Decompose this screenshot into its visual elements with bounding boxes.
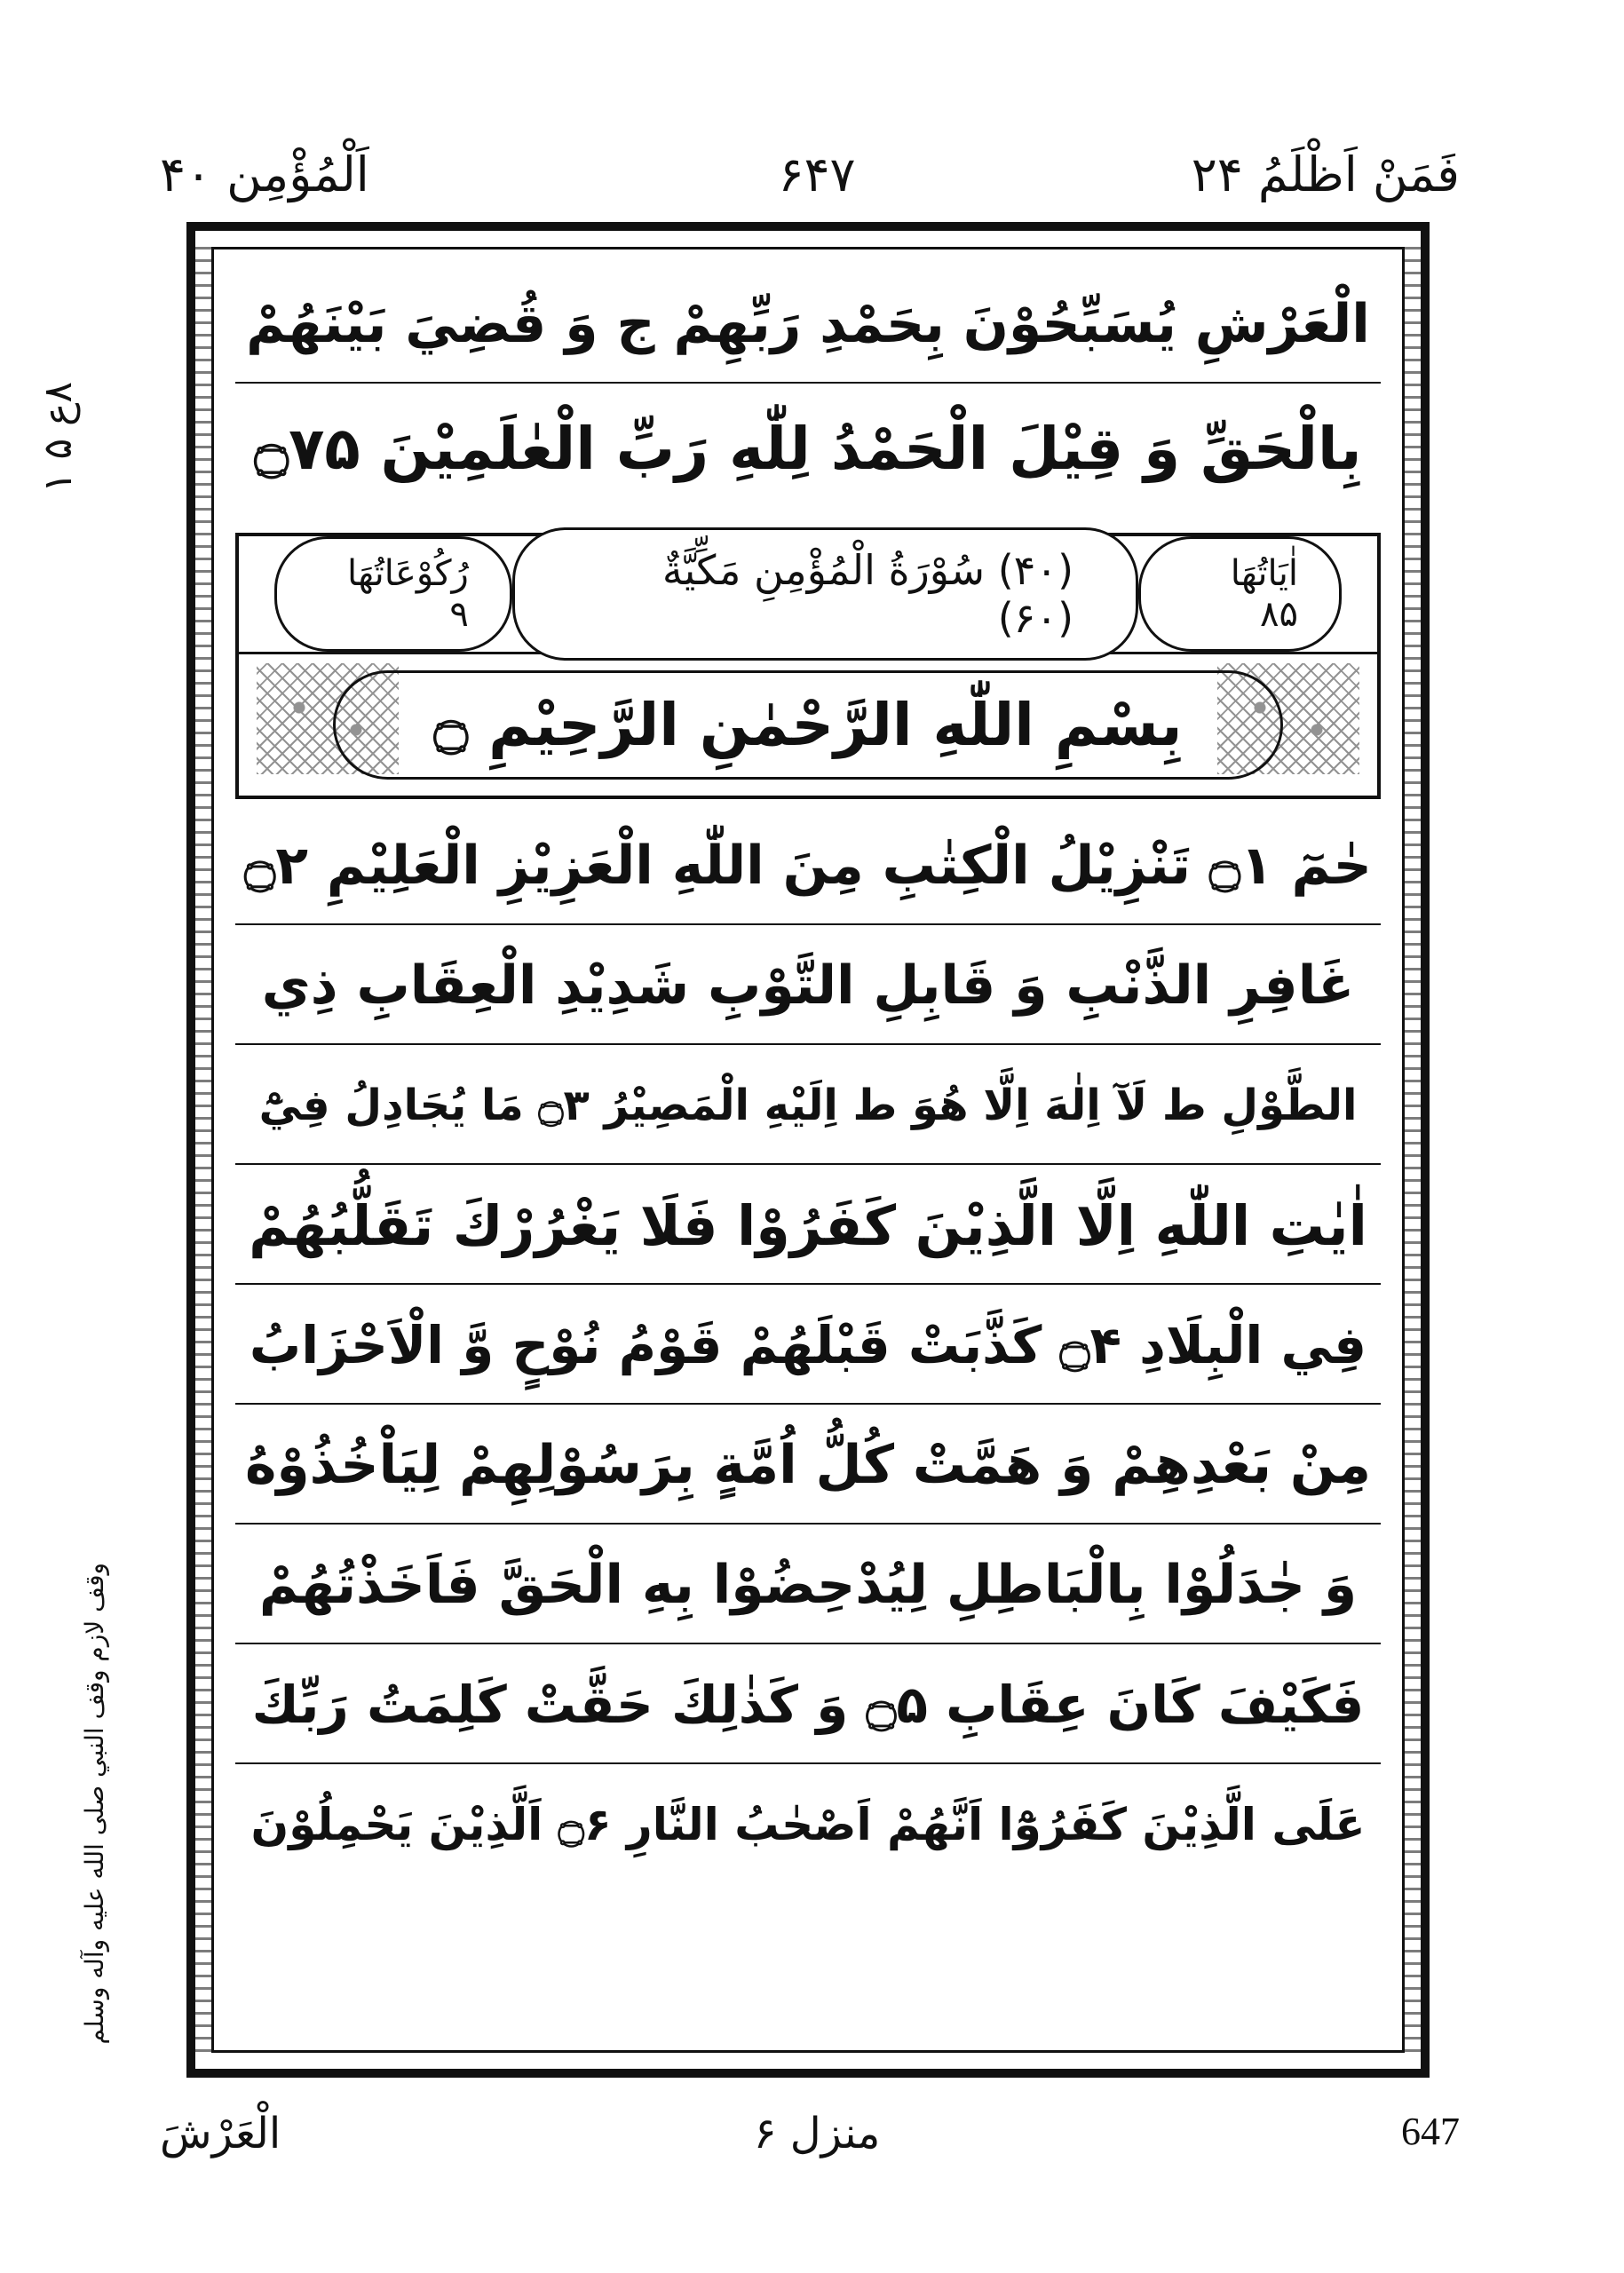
page-frame bbox=[186, 222, 1430, 2078]
verse-line: غَافِرِ الذَّنْبِ وَ قَابِلِ التَّوْبِ شَدِيْدِ الْعِقَابِ ذِي bbox=[235, 928, 1381, 1045]
verse-line: فَكَيْفَ كَانَ عِقَابِ ۝۵ وَ كَذٰلِكَ حَقَّتْ كَلِمَتُ رَبِّكَ bbox=[235, 1647, 1381, 1764]
ornament-icon bbox=[1217, 663, 1359, 774]
verse-line: مِنْ بَعْدِهِمْ وَ هَمَّتْ كُلُّ اُمَّةٍ بِرَسُوْلِهِمْ لِيَاْخُذُوْهُ bbox=[235, 1407, 1381, 1525]
border-pattern bbox=[1403, 247, 1422, 2053]
verse-line: الطَّوْلِ ط لَآ اِلٰهَ اِلَّا هُوَ ط اِلَيْهِ الْمَصِيْرُ ۝۳ مَا يُجَادِلُ فِيْٓ bbox=[235, 1048, 1381, 1165]
border-pattern bbox=[194, 247, 213, 2053]
verse-line: الْعَرْشِ يُسَبِّحُوْنَ بِحَمْدِ رَبِّهِمْ ج وَ قُضِيَ بَيْنَهُمْ bbox=[235, 266, 1381, 384]
verse-line: عَلَى الَّذِيْنَ كَفَرُوْٓا اَنَّهُمْ اَصْحٰبُ النَّارِ ۝۶ اَلَّذِيْنَ يَحْمِلُوْنَ bbox=[250, 1799, 1366, 1850]
header-page-number: ۶۴۷ bbox=[778, 147, 856, 202]
surah-title: (۴۰) سُوْرَةُ الْمُؤْمِنِ مَكِّيَّةٌ (۶۰) bbox=[512, 527, 1138, 661]
ruku-count: رُكُوْعَاتُهَا ۹ bbox=[274, 536, 512, 652]
verse-line: حٰمٓ ۝۱ تَنْزِيْلُ الْكِتٰبِ مِنَ اللّٰهِ الْعَزِيْزِ الْعَلِيْمِ ۝۲ bbox=[235, 808, 1381, 925]
footer-catchword: الْعَرْشَ bbox=[160, 2109, 281, 2158]
bismillah-band bbox=[239, 654, 1377, 796]
ruku-marker: ۸ع ۵ ۱ bbox=[36, 382, 81, 494]
footer-page-number: 647 bbox=[1401, 2110, 1460, 2153]
surah-header bbox=[235, 533, 1381, 799]
waqf-note: وقف لازم وقف النبي صلى الله عليه وآله وسلم bbox=[80, 1563, 109, 2045]
verse-line: اٰيٰتِ اللّٰهِ اِلَّا الَّذِيْنَ كَفَرُوْا فَلَا يَغْرُرْكَ تَقَلُّبُهُمْ bbox=[235, 1168, 1381, 1285]
ayat-count: اٰيَاتُهَا ۸۵ bbox=[1138, 536, 1342, 652]
ornament-icon bbox=[257, 663, 399, 774]
verse-line: وَ جٰدَلُوْا بِالْبَاطِلِ لِيُدْحِضُوْا بِهِ الْحَقَّ فَاَخَذْتُهُمْ bbox=[235, 1527, 1381, 1644]
footer-manzil: منزل ۶ bbox=[753, 2109, 881, 2158]
verse-line: بِالْحَقِّ وَ قِيْلَ الْحَمْدُ لِلّٰهِ رَبِّ الْعٰلَمِيْنَ ۝۷۵ bbox=[254, 414, 1362, 483]
bismillah: بِسْمِ اللّٰهِ الرَّحْمٰنِ الرَّحِيْمِ ۝ bbox=[333, 670, 1282, 780]
header-para-name: فَمَنْ اَظْلَمُ ۲۴ bbox=[1191, 147, 1460, 202]
verse-line: فِي الْبِلَادِ ۝۴ كَذَّبَتْ قَبْلَهُمْ قَوْمُ نُوْحٍ وَّ الْاَحْزَابُ bbox=[235, 1287, 1381, 1405]
surah-info-band bbox=[239, 536, 1377, 654]
header-surah-name: اَلْمُؤْمِن ۴۰ bbox=[160, 147, 369, 202]
